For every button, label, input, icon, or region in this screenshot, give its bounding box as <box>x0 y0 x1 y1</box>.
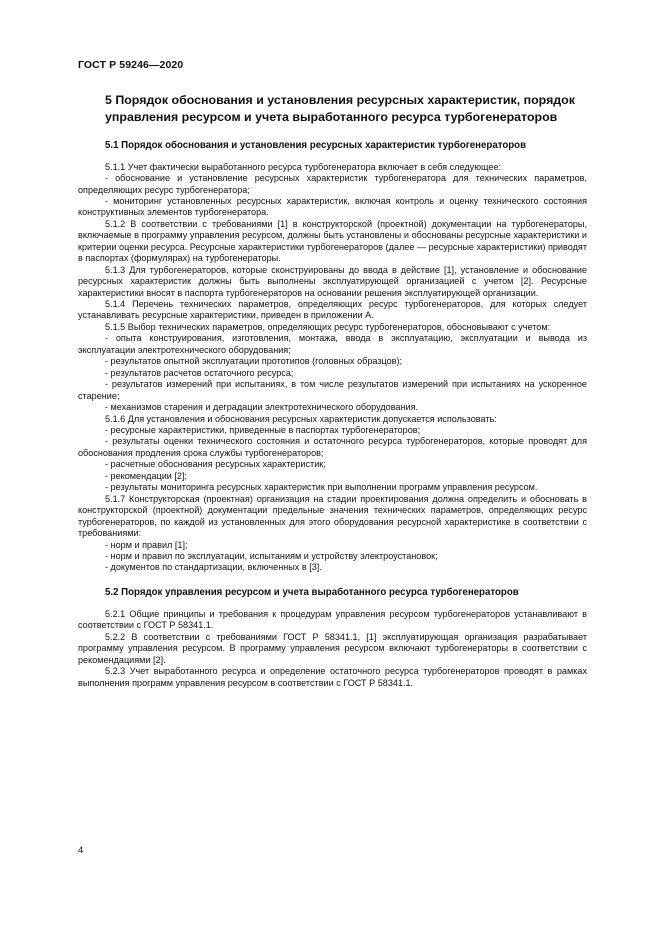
section-title: 5 Порядок обоснования и установления ресурсных характеристик, порядок управления ресурсом и учета выработанного ресурса турбогенераторов <box>105 93 575 124</box>
paragraph: 5.1.1 Учет фактически выработанного ресурса турбогенератора включает в себя следующее: <box>105 161 502 172</box>
paragraph: - норм и правил по эксплуатации, испытаниям и устройству электроустановок; <box>105 551 438 561</box>
paragraph: 5.1.4 Перечень технических параметров, определяющих ресурс турбогенераторов, для которых следует устанавливать ресурсные характеристики, приведен в приложении А. <box>78 299 587 321</box>
paragraph: - результатов измерений при испытаниях, в том числе результатов измерений при испытаниях на ускоренное старение; <box>78 379 587 401</box>
document-code: ГОСТ Р 59246—2020 <box>78 59 184 71</box>
paragraph: - механизмов старения и деградации электротехнического оборудования. <box>105 402 419 413</box>
paragraph: 5.1.5 Выбор технических параметров, определяющих ресурс турбогенераторов, обосновывают с учетом: <box>105 321 551 332</box>
paragraph: - мониторинг установленных ресурсных характеристик, включая контроль и оценку технического состояния конструктивных элементов турбогенератора. <box>78 195 587 218</box>
paragraph: - результаты оценки технического состояния и остаточного ресурса турбогенераторов, которые проводят для обоснования продления срока службы турбогенераторов; <box>78 436 587 458</box>
subsection-body-5-1 <box>78 162 587 574</box>
paragraph: 5.1.3 Для турбогенераторов, которые сконструированы до ввода в действие [1], установление и обоснование ресурсных характеристик должны быть выполнены эксплуатирующей организацией с учетом [2]. Ресурсные характеристики вносят в паспорта турбогенераторов на основании решения эксплуатирующей организации. <box>78 264 587 298</box>
paragraph: - документов по стандартизации, включенных в [3]. <box>105 562 322 573</box>
paragraph: 5.2.3 Учет выработанного ресурса и определение остаточного ресурса турбогенераторов проводят в рамках выполнения программ управления ресурсом в соответствии с ГОСТ Р 58341.1. <box>78 666 587 688</box>
paragraph: 5.1.7 Конструкторская (проектная) организация на стадии проектирования должна определить и обосновать в конструкторской (проектной) документации предельные значения технических параметров, определяющих ресурс турбогенераторов, по каждой из установленных для этого оборудования ресурсной характеристике в соответствии с требованиями: <box>78 493 587 539</box>
paragraph: - норм и правил [1]; <box>105 539 188 550</box>
paragraph: - ресурсные характеристики, приведенные в паспортах турбогенераторов; <box>105 425 421 436</box>
paragraph: 5.2.1 Общие принципы и требования к процедурам управления ресурсом турбогенераторов устанавливают в соответствии с ГОСТ Р 58341.1. <box>78 608 587 631</box>
paragraph: 5.1.6 Для установления и обоснования ресурсных характеристик допускается использовать: <box>105 413 497 424</box>
paragraph: - обоснование и установление ресурсных характеристик турбогенератора для технических параметров, определяющих ресурс турбогенератора; <box>78 173 587 195</box>
paragraph: - результатов опытной эксплуатации прототипов (головных образцов); <box>105 356 403 367</box>
paragraph: - результатов расчетов остаточного ресурса; <box>105 367 294 378</box>
subsection-title-5-1: 5.1 Порядок обоснования и установления ресурсных характеристик турбогенераторов <box>105 139 527 151</box>
paragraph: 5.2.2 В соответствии с требованиями ГОСТ Р 58341.1, [1] эксплуатирующая организация разрабатывает программу управления ресурсом. В программу управления ресурсом включают турбогенераторы в соответствии с рекомендациями [2]. <box>78 631 587 665</box>
subsection-title-5-2: 5.2 Порядок управления ресурсом и учета выработанного ресурса турбогенераторов <box>105 586 519 598</box>
paragraph: - расчетные обоснования ресурсных характеристик; <box>105 459 326 470</box>
paragraph: - результаты мониторинга ресурсных характеристик при выполнении программ управления ресурсом. <box>105 482 538 493</box>
paragraph: 5.1.2 В соответствии с требованиями [1] в конструкторской (проектной) документации на турбогенераторы, включаемые в программу управления ресурсом, должны быть установлены и обоснованы ресурсные характеристики и критерии оценки ресурса. Ресурсные характеристики турбогенераторов (далее — ресурсные характеристики) приводят в паспортах (формулярах) на турбогенераторы. <box>78 218 587 264</box>
subsection-body-5-2 <box>78 609 587 689</box>
paragraph: - опыта конструирования, изготовления, монтажа, ввода в эксплуатацию, эксплуатации и вывода из эксплуатации электротехнического оборудования; <box>78 333 587 355</box>
page-number: 4 <box>78 845 84 856</box>
paragraph: - рекомендации [2]; <box>105 470 188 481</box>
page-content <box>78 92 587 689</box>
